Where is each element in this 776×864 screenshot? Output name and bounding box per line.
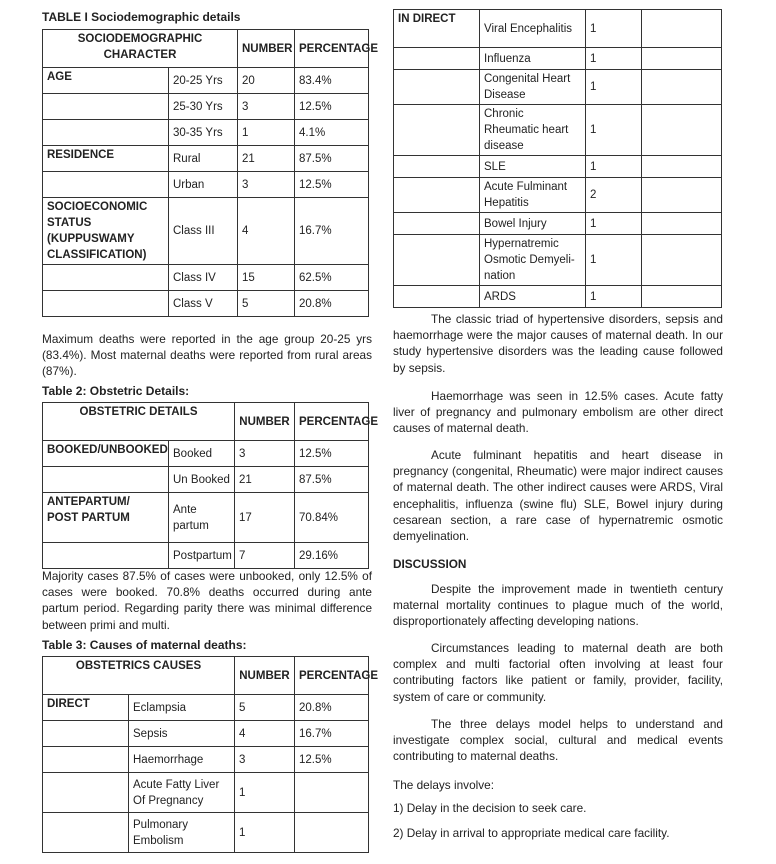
header-category: SOCIODEMOGRAPHIC CHARACTER xyxy=(43,30,238,68)
row-sub-label: Congenital Heart Disease xyxy=(480,70,586,105)
table-row xyxy=(43,543,369,569)
table-header-row xyxy=(43,30,369,68)
row-number: 4 xyxy=(238,198,295,265)
header-percentage: PERCENTAGE xyxy=(295,403,369,441)
table-row xyxy=(43,94,369,120)
table-header-row xyxy=(43,403,369,441)
delay-item-2: 2) Delay in arrival to appropriate medical care facility. xyxy=(393,826,670,840)
row-percentage: 4.1% xyxy=(295,120,369,146)
row-percentage: 29.16% xyxy=(295,543,369,569)
paragraph-discussion-1: Despite the improvement made in twentieth century maternal mortality continues to plague much of the world, disproportionately affecting developing nations. xyxy=(393,582,723,629)
row-sub-label: Acute Fatty Liver Of Pregnancy xyxy=(129,773,235,813)
row-group-label: SOCIOECONOMIC STATUS (KUPPUSWAMY CLASSIFICATION) xyxy=(43,198,169,265)
row-sub-label: SLE xyxy=(480,156,586,178)
row-number: 1 xyxy=(586,70,642,105)
row-group-label xyxy=(43,120,169,146)
table-row xyxy=(43,747,369,773)
row-sub-label: Pulmonary Embolism xyxy=(129,813,235,853)
paragraph-classic-triad: The classic triad of hypertensive disorders, sepsis and haemorrhage were the major causes of maternal death. In our study hypertensive disorders was the leading cause followed by sepsis. xyxy=(393,312,723,375)
row-sub-label: Bowel Injury xyxy=(480,213,586,235)
table-row xyxy=(394,10,722,48)
row-percentage xyxy=(642,105,722,156)
row-group-label xyxy=(43,172,169,198)
table-row xyxy=(394,178,722,213)
row-percentage xyxy=(642,178,722,213)
table-row xyxy=(394,48,722,70)
row-number: 1 xyxy=(238,120,295,146)
row-percentage: 87.5% xyxy=(295,467,369,493)
row-sub-label: 25-30 Yrs xyxy=(169,94,238,120)
causes-table xyxy=(42,656,379,853)
row-sub-label: Sepsis xyxy=(129,721,235,747)
table-row xyxy=(43,172,369,198)
row-number: 1 xyxy=(586,213,642,235)
table-row xyxy=(394,213,722,235)
row-percentage: 16.7% xyxy=(295,198,369,265)
table2-title: Table 2: Obstetric Details: xyxy=(42,384,190,398)
table-row xyxy=(43,265,369,291)
row-sub-label: Class V xyxy=(169,291,238,317)
row-sub-label: Ante partum xyxy=(169,493,235,543)
table-row xyxy=(394,70,722,105)
row-group-label: ANTEPARTUM/ POST PARTUM xyxy=(43,493,169,543)
row-sub-label: Class III xyxy=(169,198,238,265)
row-group-label xyxy=(394,286,480,308)
table-row xyxy=(43,813,369,853)
table-row xyxy=(43,773,369,813)
row-number: 1 xyxy=(586,156,642,178)
row-sub-label: 20-25 Yrs xyxy=(169,68,238,94)
row-group-label xyxy=(394,105,480,156)
delays-intro: The delays involve: xyxy=(393,778,494,792)
table-row xyxy=(43,68,369,94)
row-group-label xyxy=(43,543,169,569)
sociodemographic-table xyxy=(42,29,379,317)
row-percentage: 20.8% xyxy=(295,291,369,317)
row-sub-label: Booked xyxy=(169,441,235,467)
row-sub-label: Haemorrhage xyxy=(129,747,235,773)
table-row xyxy=(43,120,369,146)
row-group-label xyxy=(394,213,480,235)
header-category: OBSTETRIC DETAILS xyxy=(43,403,235,441)
table-row xyxy=(394,235,722,286)
row-sub-label: Influenza xyxy=(480,48,586,70)
row-group-label xyxy=(394,156,480,178)
row-number: 1 xyxy=(235,773,295,813)
row-percentage xyxy=(642,70,722,105)
row-sub-label: Rural xyxy=(169,146,238,172)
row-percentage: 12.5% xyxy=(295,172,369,198)
row-sub-label: ARDS xyxy=(480,286,586,308)
table-row xyxy=(394,105,722,156)
table-row xyxy=(43,441,369,467)
row-group-label xyxy=(43,773,129,813)
row-percentage xyxy=(642,10,722,48)
row-number: 1 xyxy=(586,10,642,48)
row-percentage xyxy=(642,156,722,178)
row-percentage xyxy=(642,213,722,235)
table-row xyxy=(43,146,369,172)
row-percentage xyxy=(642,235,722,286)
row-percentage: 20.8% xyxy=(295,695,369,721)
row-sub-label: Class IV xyxy=(169,265,238,291)
obstetric-details-table xyxy=(42,402,379,569)
row-percentage: 16.7% xyxy=(295,721,369,747)
row-number: 1 xyxy=(586,286,642,308)
row-group-label: IN DIRECT xyxy=(394,10,480,48)
row-number: 1 xyxy=(586,105,642,156)
row-sub-label: Postpartum xyxy=(169,543,235,569)
row-sub-label: Eclampsia xyxy=(129,695,235,721)
row-number: 5 xyxy=(238,291,295,317)
row-number: 1 xyxy=(235,813,295,853)
row-percentage: 12.5% xyxy=(295,747,369,773)
row-number: 3 xyxy=(235,441,295,467)
table-header-row xyxy=(43,657,369,695)
delay-item-1: 1) Delay in the decision to seek care. xyxy=(393,801,587,815)
row-number: 1 xyxy=(586,48,642,70)
row-number: 2 xyxy=(586,178,642,213)
row-number: 4 xyxy=(235,721,295,747)
paragraph-haemorrhage: Haemorrhage was seen in 12.5% cases. Acute fatty liver of pregnancy and pulmonary embolism are other direct causes of maternal death. xyxy=(393,389,723,436)
row-sub-label: 30-35 Yrs xyxy=(169,120,238,146)
row-number: 15 xyxy=(238,265,295,291)
row-group-label xyxy=(394,178,480,213)
row-number: 3 xyxy=(238,172,295,198)
row-percentage: 87.5% xyxy=(295,146,369,172)
row-group-label xyxy=(394,235,480,286)
row-number: 3 xyxy=(238,94,295,120)
header-number: NUMBER xyxy=(238,30,295,68)
row-percentage xyxy=(295,813,369,853)
row-number: 21 xyxy=(235,467,295,493)
table-row xyxy=(43,721,369,747)
row-group-label: RESIDENCE xyxy=(43,146,169,172)
table3-title: Table 3: Causes of maternal deaths: xyxy=(42,638,247,652)
row-group-label xyxy=(394,48,480,70)
paragraph-indirect-causes: Acute fulminant hepatitis and heart disease in pregnancy (congenital, Rheumatic) were major indirect causes of maternal death. The other indirect causes were ARDS, Viral encephalitis, influenza (swine flu) SLE, Bowel injury during cesarean section, a rare case of hypernatremic osmotic demyelination. xyxy=(393,448,723,544)
row-sub-label: Urban xyxy=(169,172,238,198)
row-group-label xyxy=(43,291,169,317)
header-percentage: PERCENTAGE xyxy=(295,30,369,68)
row-percentage xyxy=(642,286,722,308)
table-row xyxy=(394,156,722,178)
row-sub-label: Viral Encephalitis xyxy=(480,10,586,48)
table-row xyxy=(43,467,369,493)
row-sub-label: Acute Fulminant Hepatitis xyxy=(480,178,586,213)
row-percentage: 83.4% xyxy=(295,68,369,94)
row-group-label: DIRECT xyxy=(43,695,129,721)
row-number: 21 xyxy=(238,146,295,172)
discussion-heading: DISCUSSION xyxy=(393,557,467,571)
row-number: 1 xyxy=(586,235,642,286)
row-group-label: BOOKED/UNBOOKED xyxy=(43,441,169,467)
table-row xyxy=(43,198,369,265)
paragraph-three-delays: The three delays model helps to understand and investigate complex social, cultural and medical events contributing to maternal deaths. xyxy=(393,717,723,764)
row-sub-label: Un Booked xyxy=(169,467,235,493)
row-sub-label: Chronic Rheumatic heart disease xyxy=(480,105,586,156)
table1-title: TABLE I Sociodemographic details xyxy=(42,10,241,24)
table-row xyxy=(43,493,369,543)
row-group-label xyxy=(43,265,169,291)
header-number: NUMBER xyxy=(235,657,295,695)
row-percentage: 12.5% xyxy=(295,94,369,120)
paragraph-age-deaths: Maximum deaths were reported in the age group 20-25 yrs (83.4%). Most maternal deaths were reported from rural areas (87%). xyxy=(42,332,372,379)
row-group-label xyxy=(394,70,480,105)
row-percentage: 12.5% xyxy=(295,441,369,467)
row-number: 3 xyxy=(235,747,295,773)
table-row xyxy=(43,695,369,721)
paragraph-discussion-2: Circumstances leading to maternal death are both complex and multi factorial often involving at least four contributing factors like patient or family, provider, facility, system of care or community. xyxy=(393,641,723,704)
header-number: NUMBER xyxy=(235,403,295,441)
row-number: 17 xyxy=(235,493,295,543)
table-row xyxy=(394,286,722,308)
paragraph-booking: Majority cases 87.5% of cases were unbooked, only 12.5% of cases were booked. 70.8% deaths occurred during ante partum period. Regarding parity there was minimal difference between primi and multi. xyxy=(42,569,372,632)
row-percentage xyxy=(642,48,722,70)
row-percentage xyxy=(295,773,369,813)
header-category: OBSTETRICS CAUSES xyxy=(43,657,235,695)
row-number: 20 xyxy=(238,68,295,94)
row-percentage: 70.84% xyxy=(295,493,369,543)
row-group-label xyxy=(43,467,169,493)
row-group-label xyxy=(43,94,169,120)
row-sub-label: Hypernatremic Osmotic Demyeli-nation xyxy=(480,235,586,286)
row-group-label: AGE xyxy=(43,68,169,94)
row-group-label xyxy=(43,747,129,773)
row-number: 7 xyxy=(235,543,295,569)
table-row xyxy=(43,291,369,317)
header-percentage: PERCENTAGE xyxy=(295,657,369,695)
causes-table-continued xyxy=(393,9,722,308)
row-group-label xyxy=(43,721,129,747)
row-number: 5 xyxy=(235,695,295,721)
row-group-label xyxy=(43,813,129,853)
row-percentage: 62.5% xyxy=(295,265,369,291)
